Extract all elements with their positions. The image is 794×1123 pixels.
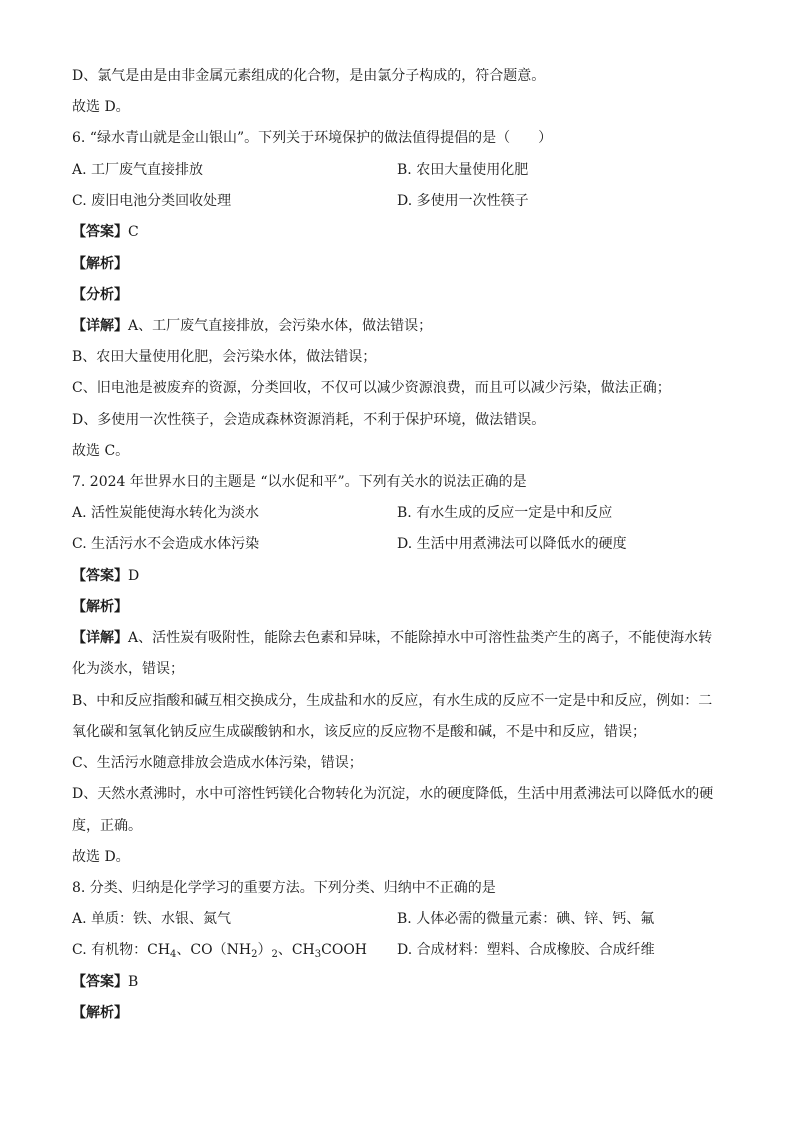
q7-option-b: B. 有水生成的反应一定是中和反应: [397, 505, 613, 521]
detail-line: [72, 628, 712, 648]
q8-option-d: D. 合成材料：塑料、合成橡胶、合成纤维: [397, 942, 655, 958]
analysis-label: 【解析】: [72, 1005, 128, 1021]
q8-option-b: B. 人体必需的微量元素：碘、锌、钙、氟: [397, 911, 655, 927]
subscript: 3: [314, 949, 322, 960]
answer-value: B: [128, 974, 139, 990]
formula-text: 、CH: [277, 942, 315, 958]
q8-answer: [72, 972, 138, 992]
question-6: 6. “绿水青山就是金山银山”。下列关于环境保护的做法值得提倡的是（ ）: [72, 130, 553, 146]
subscript: 2: [251, 949, 258, 960]
question-8: 8. 分类、归纳是化学学习的重要方法。下列分类、归纳中不正确的是: [72, 880, 496, 896]
fenxi-label: 【分析】: [72, 287, 128, 303]
answer-label: 【答案】: [72, 568, 128, 584]
text-line: 氧化碳和氢氧化钠反应生成碳酸钠和水，该反应的反应物不是酸和碱，不是中和反应，错误；: [72, 724, 646, 740]
q6-option-d: D. 多使用一次性筷子: [397, 193, 529, 209]
text-line: 度，正确。: [72, 818, 142, 834]
text-line: 故选 D。: [72, 849, 130, 865]
q6-option-a: A. 工厂废气直接排放: [72, 162, 204, 178]
detail-text: A、工厂废气直接排放，会污染水体，做法错误；: [128, 318, 433, 334]
answer-label: 【答案】: [72, 974, 128, 990]
text-line: D、天然水煮沸时，水中可溶性钙镁化合物转化为沉淀，水的硬度降低，生活中用煮沸法可以降低水的硬: [72, 786, 714, 802]
q7-option-c: C. 生活污水不会造成水体污染: [72, 536, 260, 552]
q8-option-a: A. 单质：铁、水银、氮气: [72, 911, 232, 927]
text-line: C、生活污水随意排放会造成水体污染，错误；: [72, 755, 363, 771]
q6-answer: [72, 222, 139, 242]
formula-text: COOH: [321, 942, 368, 958]
text-line: B、农田大量使用化肥，会污染水体，做法错误；: [72, 349, 377, 365]
answer-label: 【答案】: [72, 224, 128, 240]
formula-text: 、CO（NH: [176, 942, 252, 958]
analysis-label: 【解析】: [72, 256, 128, 272]
question-7: 7. 2024 年世界水日的主题是 “以水促和平”。下列有关水的说法正确的是: [72, 474, 527, 490]
text-line: D、氯气是由是由非金属元素组成的化合物，是由氯分子构成的，符合题意。: [72, 68, 546, 84]
text-line: 化为淡水，错误；: [72, 661, 184, 677]
analysis-label: 【解析】: [72, 599, 128, 615]
formula-text: ）: [257, 942, 272, 958]
text-line: 故选 C。: [72, 443, 130, 459]
formula-text: C. 有机物：CH: [72, 942, 171, 958]
subscript: 4: [170, 949, 177, 960]
q7-option-a: A. 活性炭能使海水转化为淡水: [72, 505, 260, 521]
text-line: D、多使用一次性筷子，会造成森林资源消耗，不利于保护环境，做法错误。: [72, 412, 546, 428]
text-line: 故选 D。: [72, 99, 130, 115]
answer-value: C: [128, 224, 139, 240]
detail-label: 【详解】: [72, 318, 128, 334]
text-line: C、旧电池是被废弃的资源，分类回收，不仅可以减少资源浪费，而且可以减少污染，做法正确；: [72, 380, 671, 396]
detail-label: 【详解】: [72, 630, 128, 646]
detail-line: [72, 316, 432, 336]
text-line: B、中和反应指酸和碱互相交换成分，生成盐和水的反应，有水生成的反应不一定是中和反应，例如：二: [72, 693, 713, 709]
subscript: 2: [271, 949, 278, 960]
q7-answer: [72, 566, 139, 586]
q6-option-c: C. 废旧电池分类回收处理: [72, 193, 232, 209]
detail-text: A、活性炭有吸附性，能除去色素和异味，不能除掉水中可溶性盐类产生的离子，不能使海水转: [128, 630, 713, 646]
answer-value: D: [128, 568, 140, 584]
q7-option-d: D. 生活中用煮沸法可以降低水的硬度: [397, 536, 627, 552]
q8-option-c: [72, 940, 367, 965]
q6-option-b: B. 农田大量使用化肥: [397, 162, 529, 178]
